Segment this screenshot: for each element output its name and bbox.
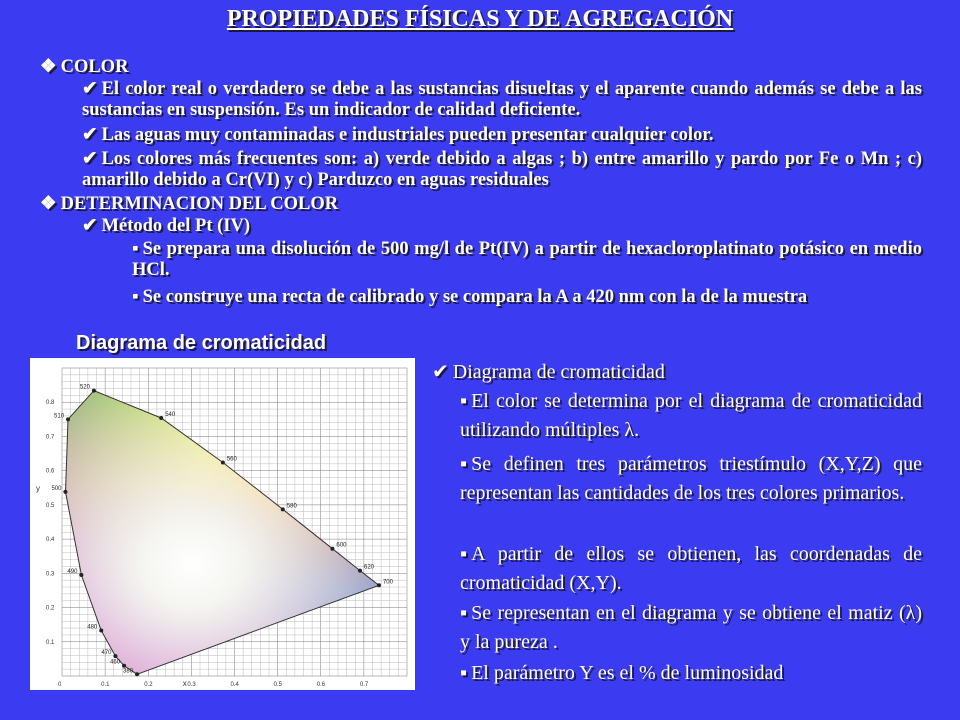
wavelength-point [330,547,334,551]
color-item-3 [82,149,922,191]
right-item-text: El color se determina por el diagrama de cromaticidad utilizando múltiples λ. [460,390,922,441]
square-bullet-icon: ▪ [460,390,468,412]
wavelength-point [99,628,103,632]
square-bullet-icon: ▪ [132,287,139,307]
determination-heading [40,194,338,215]
y-tick-label: 0.6 [46,468,55,475]
x-tick-label: 0.4 [230,682,239,688]
wavelength-label: 460 [110,659,121,666]
y-tick-label: 0.7 [46,434,55,441]
y-tick-label: 0.1 [46,639,55,646]
square-bullet-icon: ▪ [460,453,468,475]
check-icon: ✔ [82,216,98,236]
color-item-text: El color real o verdadero se debe a las sustancias disueltas y el aparente cuando además se debe a las sustancias en suspensión. Es un indicador de calidad deficiente. [82,79,922,120]
wavelength-point [79,573,83,577]
diamond-bullet-icon: ❖ [40,57,57,77]
wavelength-label: 600 [336,542,347,549]
right-heading-text: Diagrama de cromaticidad [452,361,665,383]
wavelength-label: 540 [165,411,176,418]
wavelength-label: 470 [101,650,112,657]
check-icon: ✔ [82,149,98,169]
color-heading-text: COLOR [60,57,129,77]
color-item-1 [82,79,922,121]
x-tick-label: 0 [58,682,62,688]
right-item-text: A partir de ellos se obtienen, las coordenadas de cromaticidad (X,Y). [460,543,922,594]
color-item-text: Las aguas muy contaminadas e industriales pueden presentar cualquier color. [101,125,714,145]
method-text: Método del Pt (IV) [101,216,250,236]
right-item-3 [460,540,922,598]
x-tick-label: 0.7 [359,682,369,688]
wavelength-point [135,672,139,676]
right-item-5 [460,659,922,688]
determination-step-2 [132,287,922,308]
wavelength-point [377,583,381,587]
x-axis-label: x [182,679,187,688]
y-tick-label: 0.3 [46,571,55,578]
wavelength-point [113,654,117,658]
square-bullet-icon: ▪ [460,662,468,684]
wavelength-label: 700 [382,579,393,586]
chart-caption: Diagrama de cromaticidad [76,332,327,354]
step-text: Se prepara una disolución de 500 mg/l de Pt(IV) a partir de hexacloroplatinato potásico en medio HCl. [132,239,922,280]
right-item-text: El parámetro Y es el % de luminosidad [471,662,784,684]
y-axis-label: y [36,484,40,494]
y-tick-label: 0.5 [46,502,55,509]
wavelength-point [63,490,67,494]
color-item-2 [82,125,922,146]
y-tick-label: 0.4 [46,537,55,544]
wavelength-label: 520 [79,384,90,391]
square-bullet-icon: ▪ [132,239,139,259]
right-item-text: Se representan en el diagrama y se obtiene el matiz (λ) y la pureza . [460,602,922,653]
x-tick-label: 0.1 [101,682,110,688]
wavelength-point [122,664,126,668]
x-tick-label: 0.2 [144,682,153,688]
right-item-1 [460,387,922,445]
wavelength-label: 510 [54,413,65,420]
determination-heading-text: DETERMINACION DEL COLOR [60,194,339,214]
method-item [82,216,250,237]
wavelength-point [66,417,70,421]
check-icon: ✔ [82,79,98,99]
wavelength-point [159,416,163,420]
wavelength-label: 380 [123,668,134,675]
y-tick-label: 0.2 [46,605,55,612]
right-item-text: Se definen tres parámetros triestímulo (X,Y,Z) que representan las cantidades de los tres colores primarios. [460,453,922,504]
x-tick-label: 0.5 [273,682,282,688]
wavelength-label: 500 [51,485,62,492]
y-tick-label: 0.8 [46,400,55,407]
square-bullet-icon: ▪ [460,602,468,624]
determination-step-1 [132,239,922,281]
right-heading [432,358,852,387]
chromaticity-diagram [30,358,415,690]
diamond-bullet-icon: ❖ [40,194,57,214]
check-icon: ✔ [432,361,449,383]
right-item-2 [460,450,922,508]
x-tick-label: 0.6 [316,682,326,688]
square-bullet-icon: ▪ [460,543,468,565]
wavelength-label: 490 [67,569,78,576]
step-text: Se construye una recta de calibrado y se compara la A a 420 nm con la de la muestra [142,287,808,307]
x-tick-label: 0.3 [187,682,196,688]
right-item-4 [460,599,922,657]
check-icon: ✔ [82,125,98,145]
wavelength-label: 580 [286,503,297,510]
chromaticity-svg [30,358,415,690]
wavelength-label: 560 [226,456,237,463]
wavelength-point [281,507,285,511]
wavelength-point [92,389,96,393]
wavelength-point [358,569,362,573]
wavelength-point [221,460,225,464]
wavelength-label: 480 [87,624,98,631]
wavelength-label: 620 [363,564,375,571]
color-item-text: Los colores más frecuentes son: a) verde debido a algas ; b) entre amarillo y pardo por Fe o Mn ; c) amarillo debido a Cr(VI) y c) Parduzco en aguas residuales [82,149,922,190]
page-title: PROPIEDADES FÍSICAS Y DE AGREGACIÓN [226,6,734,32]
color-heading [40,57,128,78]
